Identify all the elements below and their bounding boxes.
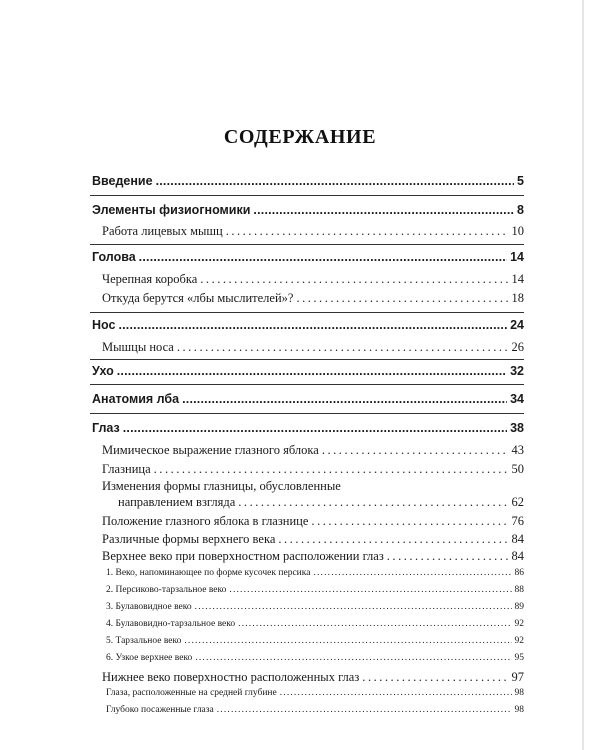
toc-page-number: 43 — [511, 443, 524, 457]
toc-leader — [123, 421, 507, 435]
toc-entry-gluboko[interactable] — [106, 705, 524, 715]
toc-leader — [278, 532, 508, 547]
toc-entry-glaznica[interactable] — [102, 462, 524, 477]
section-divider — [90, 244, 524, 245]
toc-label: Глаза, расположенные на средней глубине — [106, 688, 277, 698]
toc-label: направлением взгляда — [118, 495, 236, 509]
toc-page-number: 10 — [511, 224, 524, 238]
toc-page-number: 38 — [510, 421, 524, 435]
toc-page-number: 14 — [510, 250, 524, 264]
toc-entry-izmeneniya[interactable] — [118, 495, 524, 510]
toc-leader — [195, 653, 511, 663]
toc-page-number: 92 — [514, 619, 524, 629]
toc-label: Элементы физиогномики — [92, 203, 251, 217]
toc-entry-razlichnye[interactable] — [102, 532, 524, 547]
toc-label: Нос — [92, 318, 116, 332]
toc-page-number: 95 — [514, 653, 524, 663]
toc-leader — [313, 568, 511, 578]
toc-label: 2. Персиково-тарзальное веко — [106, 585, 227, 595]
toc-leader — [118, 318, 507, 332]
section-divider — [90, 359, 524, 360]
toc-leader — [177, 340, 509, 355]
toc-page-number: 24 — [510, 318, 524, 332]
toc-entry-glaz[interactable] — [92, 421, 524, 435]
toc-entry-nizhnee[interactable] — [102, 670, 524, 685]
toc-leader — [184, 636, 511, 646]
toc-page-number: 84 — [511, 532, 524, 546]
toc-label: Введение — [92, 174, 153, 188]
toc-leader — [296, 291, 508, 306]
toc-entry-glaza-sred[interactable] — [106, 688, 524, 698]
toc-leader — [311, 514, 508, 529]
toc-label: Глаз — [92, 421, 120, 435]
toc-leader — [322, 443, 509, 458]
toc-leader — [387, 549, 509, 564]
toc-leader — [217, 705, 512, 715]
toc-page-number: 18 — [511, 291, 524, 305]
toc-page-number: 34 — [510, 392, 524, 406]
toc-leader — [200, 272, 508, 287]
toc-label: Работа лицевых мышц — [102, 224, 223, 238]
toc-label: Мимическое выражение глазного яблока — [102, 443, 319, 457]
toc-entry-veko4[interactable] — [106, 619, 524, 629]
toc-label: Мышцы носа — [102, 340, 174, 354]
toc-page-number: 92 — [514, 636, 524, 646]
toc-leader — [280, 688, 512, 698]
toc-label: 1. Веко, напоминающее по форме кусочек персика — [106, 568, 311, 578]
toc-label: 6. Узкое верхнее веко — [106, 653, 193, 663]
toc-page-number: 26 — [511, 340, 524, 354]
toc-entry-cherepnaya[interactable] — [102, 272, 524, 287]
toc-entry-polozhenie[interactable] — [102, 514, 524, 529]
toc-label: Верхнее веко при поверхностном расположении глаз — [102, 549, 384, 563]
toc-leader — [229, 585, 511, 595]
toc-leader — [154, 462, 509, 477]
toc-label: 5. Тарзальное веко — [106, 636, 182, 646]
toc-entry-veko3[interactable] — [106, 602, 524, 612]
toc-page-number: 86 — [514, 568, 524, 578]
toc-page-number: 32 — [510, 364, 524, 378]
toc-entry-rabota[interactable] — [102, 224, 524, 239]
toc-entry-veko2[interactable] — [106, 585, 524, 595]
toc-leader — [117, 364, 507, 378]
toc-page-number: 97 — [511, 670, 524, 684]
toc-leader — [182, 392, 507, 406]
toc-entry-veko6[interactable] — [106, 653, 524, 663]
toc-entry-elementy[interactable] — [92, 203, 524, 217]
toc-label: Глубоко посаженные глаза — [106, 705, 214, 715]
toc-entry-veko1[interactable] — [106, 568, 524, 578]
toc-page-number: 62 — [511, 495, 524, 509]
toc-leader — [156, 174, 514, 188]
toc-leader — [139, 250, 507, 264]
toc-entry-ukho[interactable] — [92, 364, 524, 378]
toc-leader — [238, 495, 508, 510]
toc-entry-myshcy-nosa[interactable] — [102, 340, 524, 355]
toc-label: Анатомия лба — [92, 392, 180, 406]
toc-label: Положение глазного яблока в глазнице — [102, 514, 309, 528]
toc-label: Нижнее веко поверхностно расположенных глаз — [102, 670, 360, 684]
toc-label: Глазница — [102, 462, 151, 476]
toc-leader — [253, 203, 514, 217]
toc-page-number: 84 — [511, 549, 524, 563]
toc-label: Откуда берутся «лбы мыслителей»? — [102, 291, 294, 305]
section-divider — [90, 195, 524, 196]
toc-page-number: 98 — [514, 705, 524, 715]
toc-label: 3. Булавовидное веко — [106, 602, 192, 612]
toc-entry-izmeneniya-line1[interactable]: Изменения формы глазницы, обусловленные — [102, 479, 341, 493]
toc-entry-verkhnee[interactable] — [102, 549, 524, 564]
toc-label: Голова — [92, 250, 136, 264]
toc-label: Ухо — [92, 364, 114, 378]
toc-page-number: 50 — [511, 462, 524, 476]
toc-label: 4. Булавовидно-тарзальное веко — [106, 619, 236, 629]
toc-page-number: 5 — [517, 174, 524, 188]
section-divider — [90, 413, 524, 414]
section-divider — [90, 312, 524, 313]
toc-entry-anatomiya[interactable] — [92, 392, 524, 406]
toc-leader — [195, 602, 512, 612]
toc-entry-otkuda[interactable] — [102, 291, 524, 306]
toc-page-number: 98 — [514, 688, 524, 698]
page-title: СОДЕРЖАНИЕ — [223, 126, 377, 148]
toc-entry-nos[interactable] — [92, 318, 524, 332]
toc-entry-veko5[interactable] — [106, 636, 524, 646]
toc-leader — [226, 224, 509, 239]
toc-label: Черепная коробка — [102, 272, 198, 286]
toc-label: Различные формы верхнего века — [102, 532, 276, 546]
toc-entry-golova[interactable] — [92, 250, 524, 264]
section-divider — [90, 384, 524, 385]
toc-page-number: 14 — [511, 272, 524, 286]
toc-page-number: 8 — [517, 203, 524, 217]
toc-entry-vvedenie[interactable] — [92, 174, 524, 188]
toc-page-number: 88 — [514, 585, 524, 595]
toc-leader — [238, 619, 511, 629]
toc-leader — [362, 670, 508, 685]
toc-page-number: 89 — [514, 602, 524, 612]
toc-page-number: 76 — [511, 514, 524, 528]
toc-entry-mimicheskoe[interactable] — [102, 443, 524, 458]
